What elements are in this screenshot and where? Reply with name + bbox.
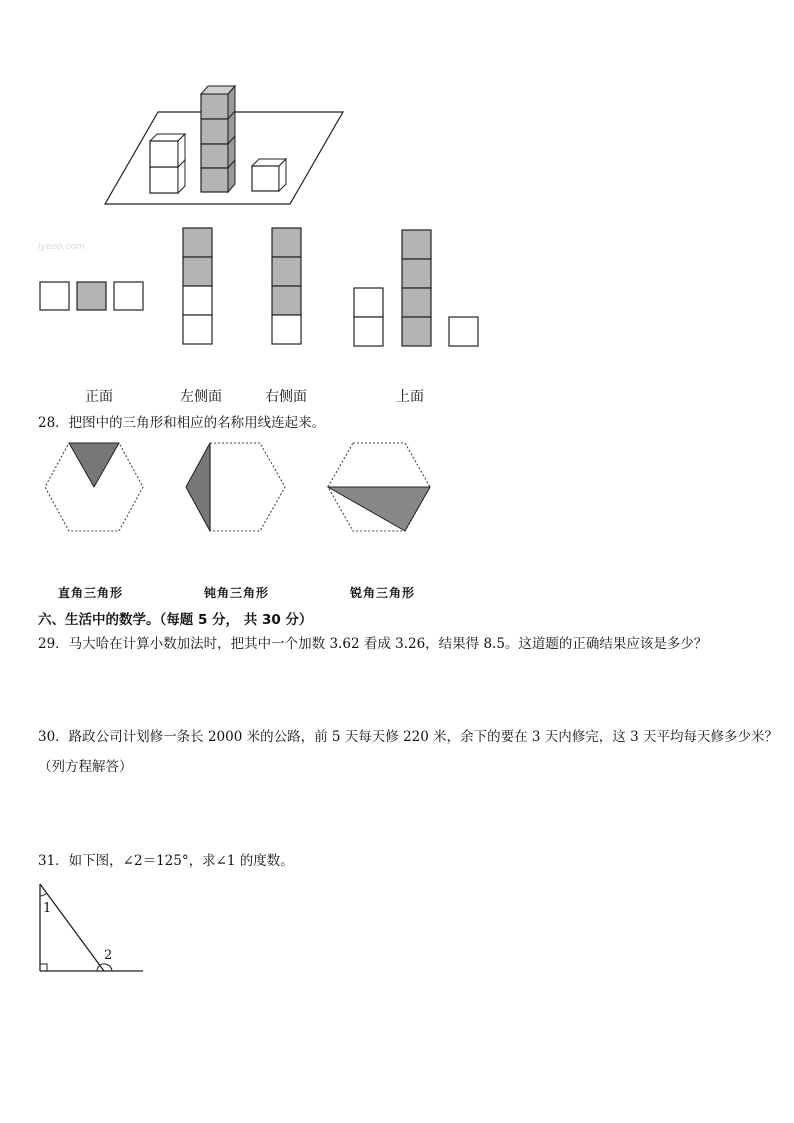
- angle-2-label: 2: [104, 948, 113, 963]
- single-cube: [252, 159, 286, 191]
- section-6-title: 六、生活中的数学。（每题 5 分， 共 30 分）: [38, 612, 313, 628]
- view-label-front: 正面: [85, 389, 113, 405]
- left-view: [183, 228, 212, 344]
- question-28: 28．把图中的三角形和相应的名称用线连起来。: [38, 415, 326, 431]
- hexagon-triangles-figure: [0, 440, 794, 540]
- angle-1-label: 1: [43, 901, 52, 916]
- hexagon-1: [45, 443, 143, 531]
- view-label-left: 左侧面: [180, 389, 222, 405]
- question-30: 30．路政公司计划修一条长 2000 米的公路，前 5 天每天修 220 米，余下的要在 3 天内修完，这 3 天平均每天修多少米？: [38, 729, 778, 745]
- hexagon-2: [186, 443, 285, 531]
- question-30-note: （列方程解答）: [38, 759, 133, 775]
- angle-triangle-figure: [0, 880, 794, 980]
- question-29: 29．马大哈在计算小数加法时，把其中一个加数 3.62 看成 3.26，结果得 8.5。这道题的正确结果应该是多少？: [38, 636, 708, 652]
- watermark: Jyeoo.com: [38, 242, 85, 252]
- right-view: [272, 228, 301, 344]
- triangle-name-acute: 锐角三角形: [350, 586, 416, 600]
- question-31: 31．如下图，∠2＝125°，求∠1 的度数。: [38, 853, 294, 869]
- hexagon-3: [328, 443, 430, 531]
- tall-cube-stack: [201, 86, 235, 192]
- front-view: [40, 282, 143, 310]
- view-label-top: 上面: [396, 389, 424, 405]
- triangle-name-obtuse: 钝角三角形: [204, 586, 270, 600]
- triangle-name-right: 直角三角形: [58, 586, 124, 600]
- top-view: [354, 230, 478, 346]
- view-label-right: 右侧面: [265, 389, 307, 405]
- cube-stack-figure: [0, 0, 794, 220]
- view-diagrams: [0, 220, 794, 350]
- left-cube-stack: [150, 134, 185, 193]
